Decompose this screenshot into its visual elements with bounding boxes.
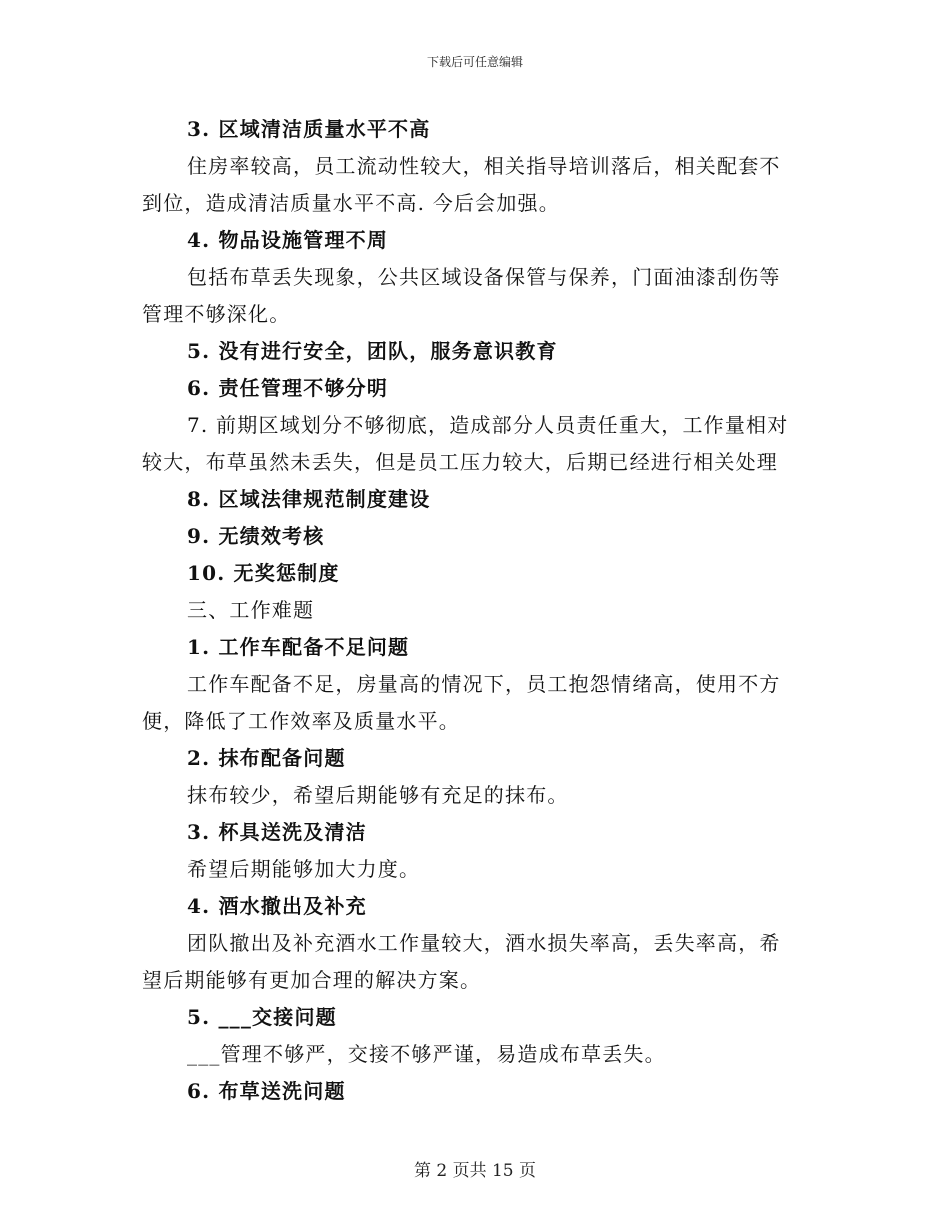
heading-3-cups: 3. 杯具送洗及清洁 bbox=[187, 820, 367, 844]
page-footer: 第 2 页共 15 页 bbox=[413, 1161, 537, 1181]
heading-6-responsibility: 6. 责任管理不够分明 bbox=[187, 376, 389, 400]
section-heading-work-problems: 三、工作难题 bbox=[187, 598, 315, 622]
paragraph-line: ___管理不够严，交接不够严谨，易造成布草丢失。 bbox=[187, 1042, 666, 1066]
heading-4-facility-management: 4. 物品设施管理不周 bbox=[187, 228, 389, 252]
paragraph-line: 管理不够深化。 bbox=[142, 302, 291, 326]
paragraph-line: 到位，造成清洁质量水平不高. 今后会加强。 bbox=[142, 191, 560, 215]
paragraph-line: 较大，布草虽然未丢失，但是员工压力较大，后期已经进行相关处理 bbox=[142, 450, 778, 474]
paragraph-line: 便，降低了工作效率及质量水平。 bbox=[142, 709, 460, 733]
heading-8-regulations: 8. 区域法律规范制度建设 bbox=[187, 487, 431, 511]
document-body bbox=[142, 111, 802, 1110]
heading-6-linen-washing: 6. 布草送洗问题 bbox=[187, 1079, 346, 1103]
paragraph-line: 希望后期能够加大力度。 bbox=[187, 857, 421, 881]
paragraph-line: 工作车配备不足，房量高的情况下，员工抱怨情绪高，使用不方 bbox=[187, 672, 781, 696]
paragraph-line: 团队撤出及补充酒水工作量较大，酒水损失率高，丢失率高，希 bbox=[187, 931, 781, 955]
heading-4-beverages: 4. 酒水撤出及补充 bbox=[187, 894, 367, 918]
paragraph-line: 望后期能够有更加合理的解决方案。 bbox=[142, 968, 482, 992]
heading-2-rags: 2. 抹布配备问题 bbox=[187, 746, 346, 770]
paragraph-line: 住房率较高，员工流动性较大，相关指导培训落后，相关配套不 bbox=[187, 154, 781, 178]
page-header: 下载后可任意编辑 bbox=[426, 55, 523, 69]
paragraph-line: 抹布较少，希望后期能够有充足的抹布。 bbox=[187, 783, 569, 807]
heading-10-rewards: 10. 无奖惩制度 bbox=[187, 561, 340, 585]
heading-5-education: 5. 没有进行安全，团队，服务意识教育 bbox=[187, 339, 558, 363]
paragraph-line: 7. 前期区域划分不够彻底，造成部分人员责任重大，工作量相对 bbox=[187, 413, 789, 437]
heading-9-performance: 9. 无绩效考核 bbox=[187, 524, 325, 548]
paragraph-line: 包括布草丢失现象，公共区域设备保管与保养，门面油漆刮伤等 bbox=[187, 265, 781, 289]
heading-1-work-cart: 1. 工作车配备不足问题 bbox=[187, 635, 410, 659]
heading-5-handover: 5. ___交接问题 bbox=[187, 1005, 337, 1029]
heading-3-cleaning-quality: 3. 区域清洁质量水平不高 bbox=[187, 117, 431, 141]
